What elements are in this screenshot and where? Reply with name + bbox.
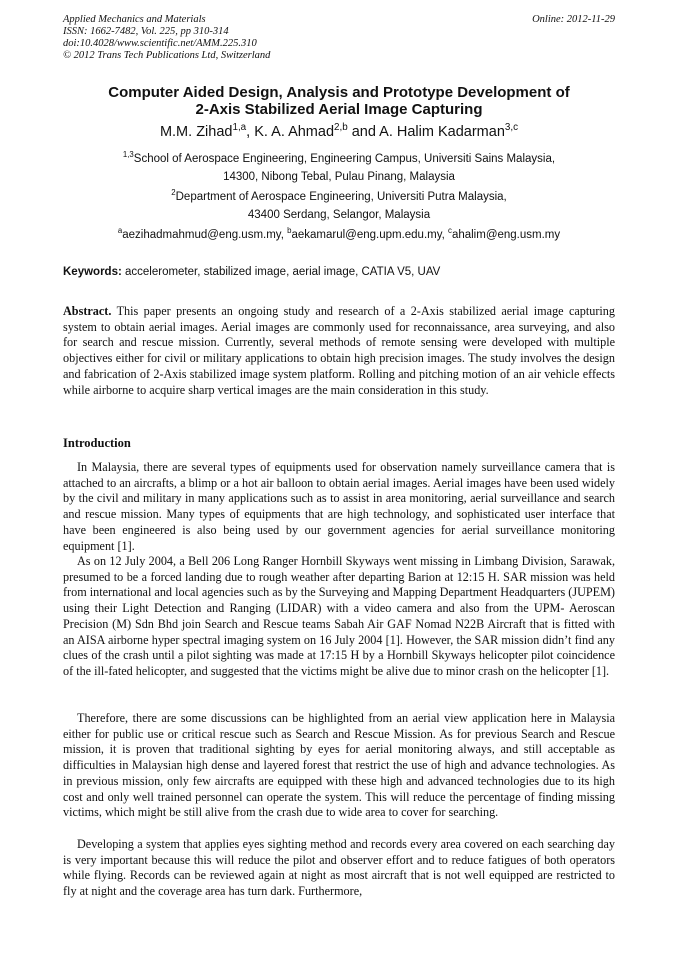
email-1-marker: a xyxy=(117,226,123,236)
section-heading-introduction: Introduction xyxy=(63,436,131,450)
title-line-1: Computer Aided Design, Analysis and Prototype Development of xyxy=(108,84,570,101)
author-3-affil: 3,c xyxy=(504,122,519,134)
email-3: ahalim@eng.usm.my xyxy=(451,229,561,241)
affiliation-1-line-1: School of Aerospace Engineering, Engineering Campus, Universiti Sains Malaysia, xyxy=(133,153,556,165)
email-list xyxy=(63,226,615,241)
author-2: K. A. Ahmad xyxy=(254,124,335,140)
doi: doi:10.4028/www.scientific.net/AMM.225.310 xyxy=(63,38,257,49)
email-2-marker: b xyxy=(287,226,292,236)
author-1: M.M. Zihad xyxy=(159,124,233,140)
author-1-affil: 1,a xyxy=(232,122,247,134)
affiliation-2-line-1: Department of Aerospace Engineering, Universiti Putra Malaysia, xyxy=(175,191,507,203)
email-1: aezihadmahmud@eng.usm.my, xyxy=(122,229,288,241)
author-3: A. Halim Kadarman xyxy=(379,124,505,140)
journal-header xyxy=(63,14,615,62)
keywords-text: accelerometer, stabilized image, aerial image, CATIA V5, UAV xyxy=(121,266,441,278)
keywords xyxy=(63,266,615,278)
abstract-label: Abstract. xyxy=(63,304,112,318)
abstract xyxy=(63,304,615,398)
author-sep-1: , xyxy=(246,124,255,140)
intro-paragraph-2: As on 12 July 2004, a Bell 206 Long Ranger Hornbill Skyways went missing in Limbang Division, Sarawak, presumed to be a forced landing due to rough weather after departing Barion at 12:15 H. SAR mission was held from international and local agencies such as by the Surveying and Mapping Department Headquarters (JUPEM) using their Light Detection and Ranging (LIDAR) with a video camera and also from the UPM- Aeroscan Precision (M) Sdn Bhd join Search and Rescue teams Sabah Air GAF Nomad N22B Aircraft that is fitted with an AISA airborne hyper spectral imaging system on 16 July 2004 [1]. However, the SAR mission didn’t find any clues of the crash until a pilot sighting was made at 17:15 H by a Hornbill Skyways helicopter pilot coincidence of the ill-fated helicopter, and suggested that the victims might be alive due to minor crash on the helicopter [1]. xyxy=(63,554,615,678)
intro-paragraph-3: Therefore, there are some discussions can be highlighted from an aerial view application here in Malaysia either for public use or critical rescue such as Search and Rescue Mission. As for previous Search and Rescue mission, it is proven that traditional sighting by eyes for aerial monitoring always, and still acceptable as difficulties in Malaysian high dense and layered forest that restrict the use of high and advance technologies. As in previous mission, only few aircrafts are equipped with these high and advanced technologies due to its high cost and only well trained personnel can operate the system. This will reduce the percentage of finding missing victims, which might be still alive from the crash due to wide area to cover for searching. xyxy=(63,711,615,820)
intro-paragraph-1: In Malaysia, there are several types of equipments used for observation namely surveillance camera that is attached to an aircrafts, a blimp or a hot air balloon to obtain aerial images. Aerial images have been used widely by the civil and military in many applications such as to assist in area monitoring, aerial surveillance and search and rescue mission. Many types of equipments that are high technology, and sophisticated user interface that have been engineered is also being used by our government agencies for aerial surveillance monitoring equipment [1]. xyxy=(63,460,615,553)
keywords-label: Keywords: xyxy=(63,266,122,278)
abstract-text: This paper presents an ongoing study and research of a 2-Axis stabilized aerial image capturing system to obtain aerial images. Aerial images are commonly used for reconnaissance, area surveying, and also for search and rescue mission. Currently, several methods of remote sensing were developed with multiple objectives either for civil or military applications to obtain high precision images. The study involves the design and fabrication of 2-Axis stabilized image system platform. Rolling and pitching motion of an air vehicle effects while airborne to acquire sharp vertical images are the main consideration in this study. xyxy=(63,304,615,397)
affiliation-1 xyxy=(63,150,615,186)
online-date: Online: 2012-11-29 xyxy=(532,14,615,25)
affiliation-1-line-2: 14300, Nibong Tebal, Pulau Pinang, Malaysia xyxy=(223,171,455,183)
title-line-2: 2-Axis Stabilized Aerial Image Capturing xyxy=(195,101,483,118)
issn: ISSN: 1662-7482, Vol. 225, pp 310-314 xyxy=(63,26,229,37)
copyright: © 2012 Trans Tech Publications Ltd, Switzerland xyxy=(63,50,271,61)
affiliation-2-line-2: 43400 Serdang, Selangor, Malaysia xyxy=(247,209,431,221)
email-2: aekamarul@eng.upm.edu.my, xyxy=(291,229,449,241)
affiliation-2 xyxy=(63,188,615,224)
affiliation-1-marker: 1,3 xyxy=(122,150,134,160)
author-list xyxy=(63,124,615,140)
affiliation-2-marker: 2 xyxy=(171,188,176,198)
paper-title xyxy=(63,84,615,118)
journal-name: Applied Mechanics and Materials xyxy=(63,14,206,25)
email-3-marker: c xyxy=(448,226,452,236)
author-2-affil: 2,b xyxy=(334,122,348,134)
intro-paragraph-4: Developing a system that applies eyes sighting method and records every area covered on each searching day is very important because this will reduce the pilot and observer effort and to reduce fatigues of both operators while flying. Records can be reviewed again at night as most aircraft that is not well equipped are restricted to fly at night and the coverage area has turn dark. Furthermore, xyxy=(63,837,615,899)
author-sep-2: and xyxy=(347,124,380,140)
